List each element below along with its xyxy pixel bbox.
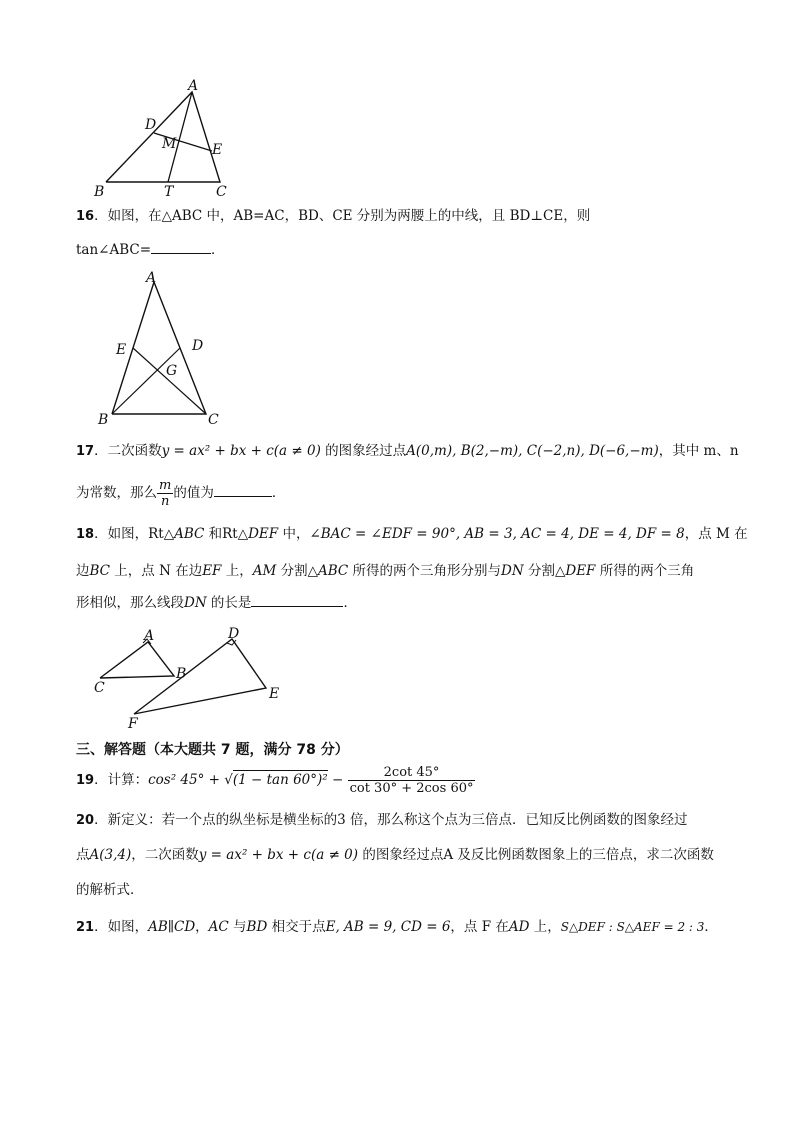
fraction-numerator: 2cot 45° (348, 765, 476, 781)
question-text: 的长是 (206, 595, 252, 611)
label-c: C (94, 680, 105, 696)
period: ． (271, 485, 286, 501)
question-text: 上，点 N 在边 (110, 563, 203, 579)
question-text: 上， (529, 919, 561, 935)
answer-blank (251, 592, 343, 607)
segment-ac: AC (208, 919, 229, 935)
question-text: 分割 (523, 563, 555, 579)
question-18-line2 (76, 561, 694, 581)
question-20-line3 (76, 880, 144, 900)
radicand: (1 − tan 60°)² (232, 772, 328, 788)
segment-bd: BD (246, 919, 268, 935)
question-text: ．如图， (94, 919, 149, 935)
segment-dn: DN (501, 563, 524, 579)
segment-ad: AD (508, 919, 530, 935)
question-text: ，其中 m、n (658, 443, 739, 459)
question-text: 边 (76, 563, 90, 579)
question-text: tan∠ABC= (76, 242, 152, 258)
fraction (348, 765, 476, 796)
question-number: 17 (76, 444, 95, 459)
conditions: ∠BAC = ∠EDF = 90°, AB = 3, AC = 4, DE = 4, DF = 8 (309, 526, 685, 542)
question-text: 点 (76, 847, 90, 863)
triangle-abc: △ABC (307, 563, 349, 579)
label-c: C (216, 184, 227, 200)
label-b: B (94, 184, 105, 200)
segment-dn: DN (184, 595, 207, 611)
label-e: E (116, 342, 127, 358)
label-m: M (162, 136, 177, 152)
fraction-denominator: cot 30° + 2cos 60° (349, 781, 474, 796)
label-b: B (176, 666, 187, 682)
label-a: A (144, 628, 155, 644)
question-16-line2 (76, 239, 225, 260)
segment-bc: BC (89, 563, 111, 579)
answer-blank (214, 482, 272, 497)
question-16-line1 (76, 206, 590, 227)
question-21 (76, 917, 718, 938)
question-text: 相交于点 (267, 919, 326, 935)
label-a: A (146, 270, 157, 286)
section-title: 三、解答题（本大题共 7 题，满分 78 分） (76, 742, 349, 758)
question-text: 的解析式． (76, 882, 144, 898)
question-text: 与 (228, 919, 247, 935)
question-text: ，二次函数 (131, 847, 199, 863)
label-e: E (269, 686, 280, 702)
label-d: D (228, 626, 240, 642)
question-text: ．新定义：若一个点的纵坐标是横坐标的3 倍，那么称这个点为三倍点．已知反比例函数的图象经过 (94, 812, 688, 828)
period: ． (211, 242, 225, 258)
label-f: F (128, 716, 138, 732)
question-17-line2 (76, 478, 285, 509)
area-ratio: S△DEF : S△AEF = 2 : 3 (560, 920, 705, 934)
segment-ef: EF (202, 563, 222, 579)
label-d: D (192, 338, 204, 354)
figure-two-right-triangles (88, 624, 298, 736)
label-t: T (164, 184, 174, 200)
question-20-line1 (76, 810, 687, 831)
question-text: ，点 F 在 (450, 919, 509, 935)
question-text: 上， (221, 563, 253, 579)
question-text: 和Rt (204, 526, 238, 542)
label-e: E (212, 142, 223, 158)
fraction-numerator: m (159, 478, 172, 493)
question-text: 为常数，那么 (76, 485, 157, 501)
parallel-condition: AB∥CD (148, 919, 196, 935)
triangle-def: △DEF (237, 526, 279, 542)
question-text: ，点 M 在 (684, 526, 748, 542)
triangle-def: △DEF (554, 563, 596, 579)
question-number: 16 (76, 209, 95, 224)
question-number: 19 (76, 773, 95, 788)
segment-am: AM (252, 563, 277, 579)
points-list: A(0,m), B(2,−m), C(−2,n), D(−6,−m) (406, 443, 659, 459)
square-root: √(1 − tan 60°)² (224, 772, 328, 788)
question-text: 的值为 (173, 485, 214, 501)
label-b: B (98, 412, 109, 428)
fraction-m-over-n (157, 478, 173, 509)
question-text: ．如图，Rt (94, 526, 164, 542)
question-text: 所得的两个三角 (595, 563, 695, 579)
question-text: 分割 (276, 563, 308, 579)
point-a: A(3,4) (89, 847, 132, 863)
question-text: 的图象经过点 (320, 443, 407, 459)
question-text: 的图象经过点A 及反比例函数图象上的三倍点，求二次函数 (358, 847, 714, 863)
question-number: 20 (76, 813, 95, 828)
label-c: C (208, 412, 219, 428)
expression: cos² 45° + (148, 772, 225, 788)
label-g: G (166, 363, 178, 379)
question-text: ．二次函数 (94, 443, 162, 459)
question-20-line2 (76, 845, 714, 865)
answer-blank (151, 239, 211, 254)
question-18-line3 (76, 592, 357, 613)
triangle-abc: △ABC (163, 526, 205, 542)
question-text: 形相似，那么线段 (76, 595, 184, 611)
question-text: 中， (278, 526, 310, 542)
question-19 (76, 765, 475, 796)
figure-triangle-abc-midline (88, 74, 248, 200)
quadratic-function: y = ax² + bx + c(a ≠ 0) (161, 443, 321, 459)
quadratic-function: y = ax² + bx + c(a ≠ 0) (198, 847, 359, 863)
period: ． (343, 595, 357, 611)
fraction-denominator: n (160, 494, 170, 509)
section-heading (76, 740, 349, 760)
question-text: ．计算： (94, 772, 149, 788)
question-18-line1 (76, 524, 748, 545)
question-17-line1 (76, 441, 739, 462)
question-text: 所得的两个三角形分别与 (348, 563, 502, 579)
conditions: E, AB = 9, CD = 6 (325, 919, 451, 935)
period: ． (704, 919, 718, 935)
label-a: A (188, 78, 199, 94)
question-number: 21 (76, 920, 95, 935)
figure-isosceles-medians (92, 268, 232, 428)
label-d: D (145, 117, 157, 133)
question-text: ．如图，在△ABC 中，AB=AC，BD、CE 分别为两腰上的中线，且 BD⊥CE，则 (94, 208, 591, 224)
question-number: 18 (76, 527, 95, 542)
question-text: ， (195, 919, 209, 935)
minus-sign: − (327, 772, 348, 788)
